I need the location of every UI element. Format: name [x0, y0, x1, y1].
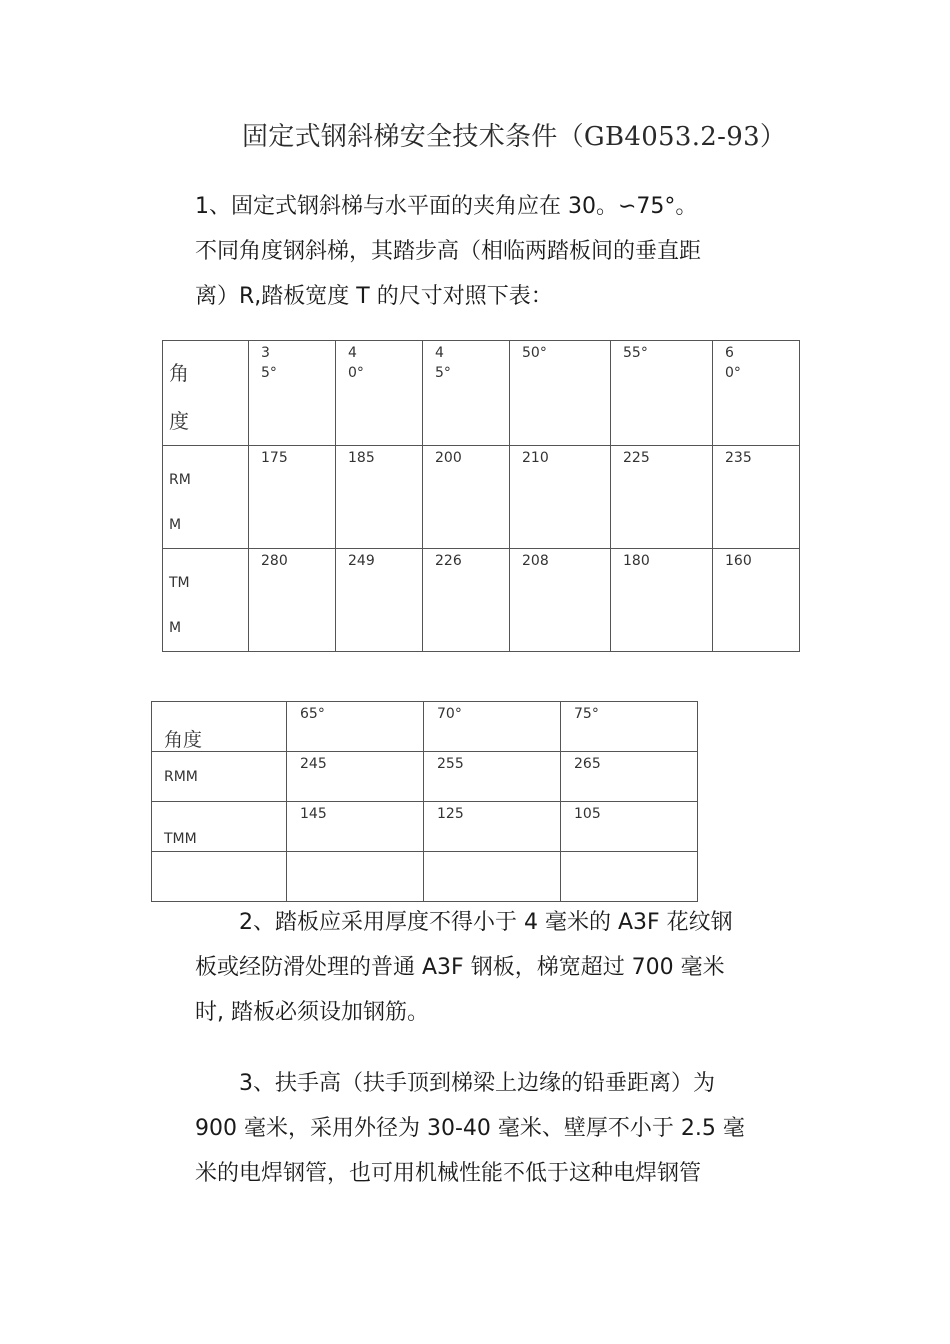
section-2-line: 2、踏板应采用厚度不得小于 4 毫米的 A3F 花纹钢: [195, 910, 733, 935]
angle-cell: 75°: [561, 702, 698, 752]
table-row-tmm: [163, 549, 800, 652]
empty-cell: [287, 852, 424, 902]
rmm-cell: 255: [424, 752, 561, 802]
tmm-cell: 105: [561, 802, 698, 852]
angle-cell: 70°: [424, 702, 561, 752]
tmm-cell: 180: [611, 549, 713, 652]
section-3-line: 3、扶手高（扶手顶到梯梁上边缘的铅垂距离）为: [195, 1071, 715, 1096]
row-header-rmm: RMM: [152, 752, 287, 802]
angle-cell: 6 0°: [713, 341, 800, 446]
rmm-cell: 175: [249, 446, 336, 549]
document-title: 固定式钢斜梯安全技术条件（GB4053.2-93）: [242, 122, 787, 152]
angle-dimension-table-1: [162, 340, 800, 652]
tmm-cell: 208: [510, 549, 611, 652]
section-1-line: 离）R,踏板宽度 T 的尺寸对照下表：: [195, 284, 553, 309]
rmm-cell: 185: [336, 446, 423, 549]
section-1-line: 1、固定式钢斜梯与水平面的夹角应在 30。∽75°。: [195, 194, 698, 219]
section-2-line: 板或经防滑处理的普通 A3F 钢板，梯宽超过 700 毫米: [195, 955, 725, 980]
angle-cell: 55°: [611, 341, 713, 446]
row-header-tmm: TMM: [152, 802, 287, 852]
tmm-cell: 280: [249, 549, 336, 652]
rmm-cell: 265: [561, 752, 698, 802]
empty-cell: [152, 852, 287, 902]
table-row-angle: [163, 341, 800, 446]
table-row-tmm: [152, 802, 698, 852]
table-row-rmm: [152, 752, 698, 802]
table-row-empty: [152, 852, 698, 902]
table-row-rmm: [163, 446, 800, 549]
section-3-line: 900 毫米，采用外径为 30-40 毫米、壁厚不小于 2.5 毫: [195, 1116, 745, 1141]
angle-cell: 4 0°: [336, 341, 423, 446]
section-2-paragraph: [195, 900, 795, 1035]
angle-cell: 65°: [287, 702, 424, 752]
row-header-angle: 角度: [152, 702, 287, 752]
tmm-cell: 226: [423, 549, 510, 652]
rmm-cell: 200: [423, 446, 510, 549]
section-3-line: 米的电焊钢管，也可用机械性能不低于这种电焊钢管: [195, 1161, 702, 1186]
angle-cell: 4 5°: [423, 341, 510, 446]
rmm-cell: 210: [510, 446, 611, 549]
section-1-line: 不同角度钢斜梯，其踏步高（相临两踏板间的垂直距: [195, 239, 702, 264]
row-header-angle: 角 度: [163, 341, 249, 446]
row-header-rmm: RM M: [163, 446, 249, 549]
angle-cell: 3 5°: [249, 341, 336, 446]
angle-cell: 50°: [510, 341, 611, 446]
angle-dimension-table-2: [151, 701, 698, 902]
empty-cell: [561, 852, 698, 902]
section-2-line: 时, 踏板必须设加钢筋。: [195, 1000, 429, 1025]
section-3-paragraph: [195, 1061, 795, 1196]
tmm-cell: 249: [336, 549, 423, 652]
table-row-angle: [152, 702, 698, 752]
tmm-cell: 160: [713, 549, 800, 652]
rmm-cell: 225: [611, 446, 713, 549]
tmm-cell: 125: [424, 802, 561, 852]
section-1-paragraph: [195, 184, 795, 319]
empty-cell: [424, 852, 561, 902]
rmm-cell: 235: [713, 446, 800, 549]
row-header-tmm: TM M: [163, 549, 249, 652]
rmm-cell: 245: [287, 752, 424, 802]
tmm-cell: 145: [287, 802, 424, 852]
